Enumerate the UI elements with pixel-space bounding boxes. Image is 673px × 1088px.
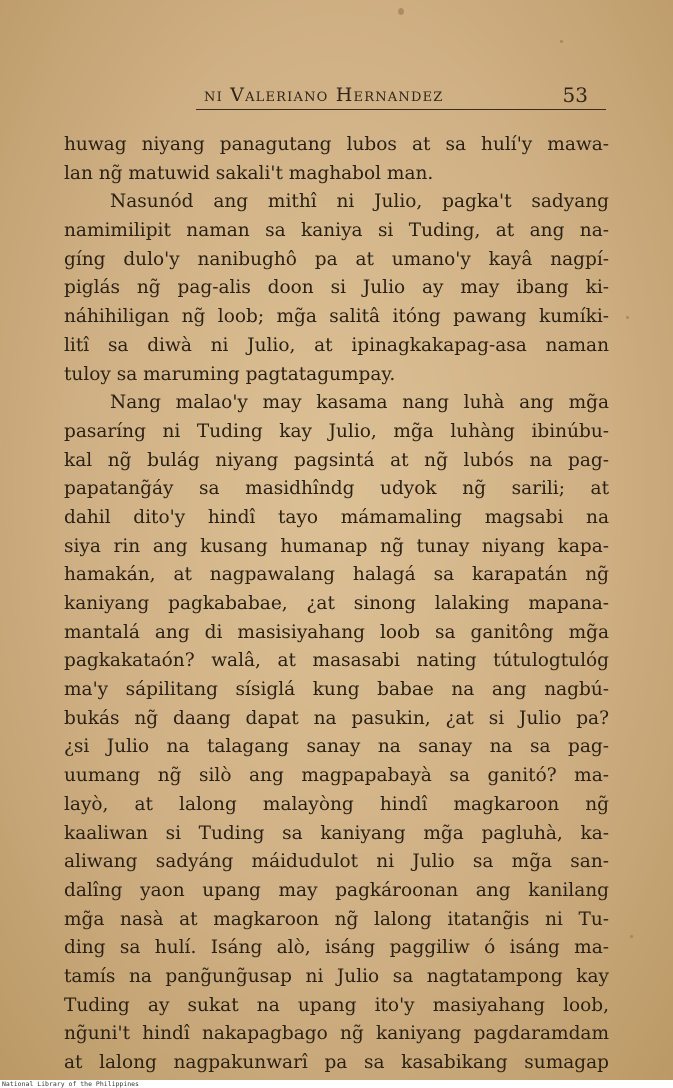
text-line: pasaríng ni Tuding kay Julio, mg̃a luhàng ibinúbu- xyxy=(64,420,609,442)
text-line: ma'y sápilitang sísiglá kung babae na ang nagbú- xyxy=(64,679,609,701)
text-line: bukás ng̃ daang dapat na pasukin, ¿at si Julio pa? xyxy=(64,707,609,729)
text-line: gíng dulo'y nanibughô pa at umano'y kayâ nagpí- xyxy=(64,248,609,270)
text-line: at lalong nagpakunwarî pa sa kasabikang sumagap xyxy=(64,1052,609,1073)
ink-speck xyxy=(398,8,404,15)
text-line: tuloy sa maruming pagtatagumpay. xyxy=(64,363,396,385)
page-number: 53 xyxy=(562,83,588,107)
page-header xyxy=(196,80,606,110)
text-line: kal ng̃ bulág niyang pagsintá at ng̃ lubós na pag- xyxy=(64,449,609,471)
text-line: Nasunód ang mithî ni Julio, pagka't sadyang xyxy=(110,191,609,213)
text-line: tamís na pang̃ung̃usap ni Julio sa nagtatampong kay xyxy=(64,965,609,987)
ink-speck xyxy=(560,40,563,43)
text-line: dalîng yaon upang may pagkároonan ang kanilang xyxy=(64,879,609,901)
ink-speck xyxy=(630,935,633,938)
text-line: náhihiligan ng̃ loob; mg̃a salitâ itóng pawang kumíki- xyxy=(64,306,609,328)
text-line: Nang malao'y may kasama nang luhà ang mg̃a xyxy=(110,392,609,414)
text-line: kaniyang pagkababae, ¿at sinong lalaking mapana- xyxy=(64,593,609,614)
text-line: kaaliwan si Tuding sa kaniyang mg̃a pagluhà, ka- xyxy=(64,822,609,844)
text-line: ¿si Julio na talagang sanay na sanay na sa pag- xyxy=(64,736,609,758)
text-line: aliwang sadyáng máidudulot ni Julio sa mg̃a san- xyxy=(64,851,609,873)
text-line: litî sa diwà ni Julio, at ipinagkakapag-asa naman xyxy=(64,334,609,356)
text-line: layò, at lalong malayòng hindî magkaroon ng̃ xyxy=(64,793,609,815)
text-line: ng̃uni't hindî nakapagbago ng̃ kaniyang pagdaramdam xyxy=(64,1023,609,1045)
text-line: namimilipit naman sa kaniya si Tuding, at ang na- xyxy=(64,220,609,242)
text-line: huwag niyang panagutang lubos at sa hulí'y mawa- xyxy=(64,134,609,155)
text-line: pagkakataón? walâ, at masasabi nating tútulogtulóg xyxy=(64,650,609,672)
body-text xyxy=(64,131,609,1078)
header-rule xyxy=(196,109,606,110)
text-line: mg̃a nasà at magkaroon ng̃ lalong itatang̃is ni Tu- xyxy=(64,908,609,930)
text-line: uumang ng̃ silò ang magpapabayà sa ganitó? ma- xyxy=(64,765,609,787)
text-line: Tuding ay sukat na upang ito'y masiyahang loob, xyxy=(64,994,609,1016)
footer-strip xyxy=(0,1080,673,1088)
text-line: papatang̃áy sa masidhîndg udyok ng̃ sarili; at xyxy=(64,478,609,500)
ink-speck xyxy=(626,316,629,319)
text-line: hamakán, at nagpawalang halagá sa karapatán ng̃ xyxy=(64,564,609,586)
library-credit: National Library of the Philippines xyxy=(2,1080,139,1088)
text-line: lan ng̃ matuwid sakali't maghabol man. xyxy=(64,162,434,184)
text-line: siya rin ang kusang humanap ng̃ tunay niyang kapa- xyxy=(64,535,609,557)
text-line: ding sa hulí. Isáng alò, isáng paggiliw ó isáng ma- xyxy=(64,937,609,959)
text-line: piglás ng̃ pag-alis doon si Julio ay may ibang ki- xyxy=(64,277,609,299)
text-line: dahil dito'y hindî tayo mámamaling magsabi na xyxy=(64,506,609,528)
running-head: ni Valeriano Hernandez xyxy=(204,84,444,106)
text-line: mantalá ang di masisiyahang loob sa ganitông mg̃a xyxy=(64,621,609,643)
